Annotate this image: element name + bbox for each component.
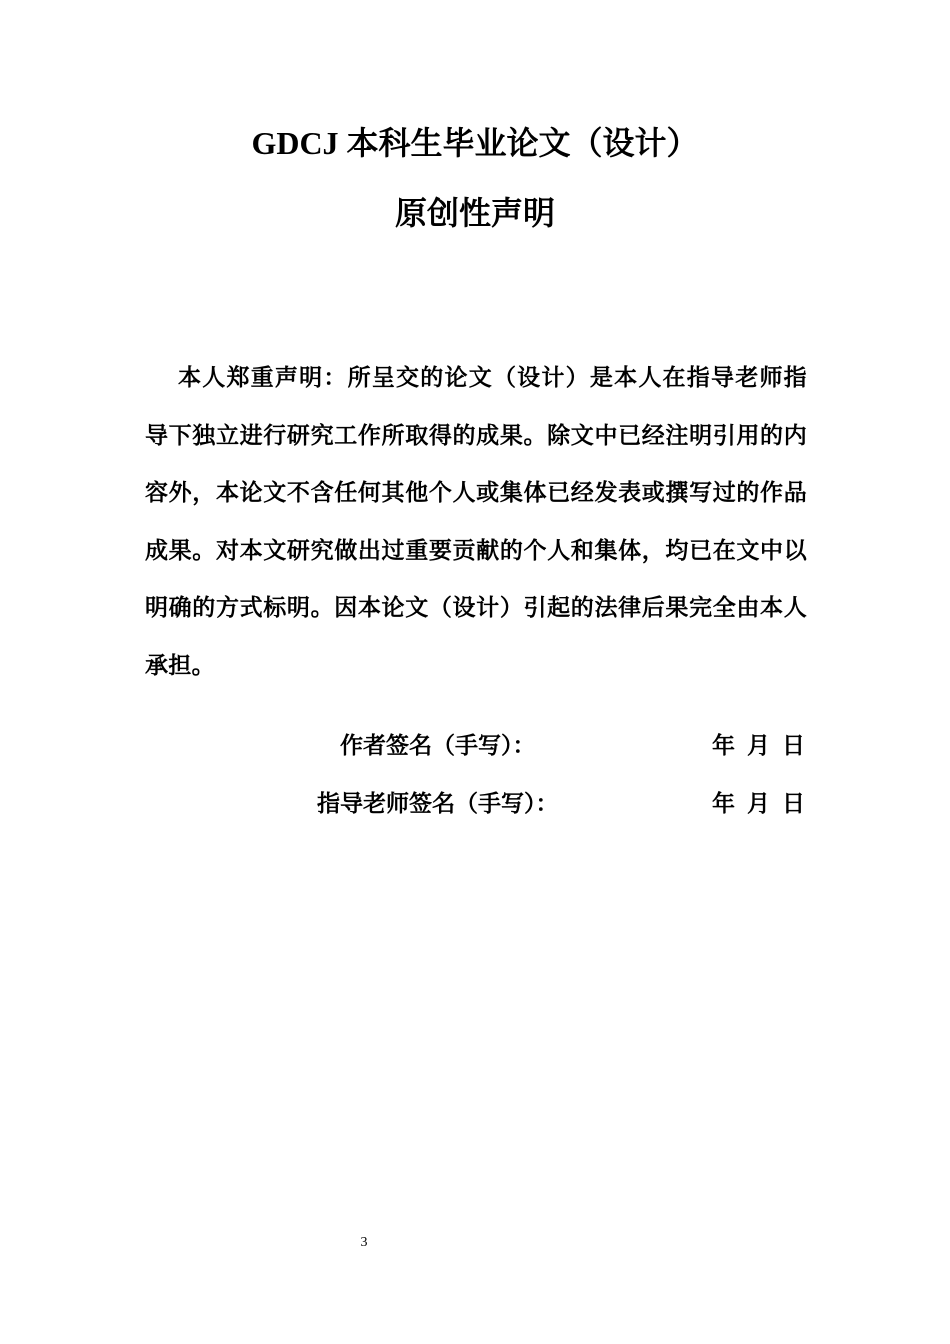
declaration-paragraph: 本人郑重声明：所呈交的论文（设计）是本人在指导老师指导下独立进行研究工作所取得的成果。除文中已经注明引用的内容外，本论文不含任何其他个人或集体已经发表或撰写过的作品成果。对本文研究做出过重要贡献的个人和集体，均已在文中以明确的方式标明。因本论文（设计）引起的法律后果完全由本人承担。 bbox=[145, 364, 807, 679]
author-date-day: 日 bbox=[782, 732, 805, 759]
author-signature-label: 作者签名（手写）： bbox=[340, 732, 536, 759]
author-date-year: 年 bbox=[712, 732, 735, 759]
page-number: 3 bbox=[360, 1235, 368, 1250]
advisor-signature-label: 指导老师签名（手写）： bbox=[317, 790, 559, 817]
author-date bbox=[712, 730, 805, 762]
document-title: GDCJ 本科生毕业论文（设计） bbox=[251, 125, 699, 161]
advisor-date-month: 月 bbox=[747, 790, 770, 817]
advisor-date-day: 日 bbox=[782, 790, 805, 817]
document-subtitle: 原创性声明 bbox=[394, 195, 555, 231]
author-date-month: 月 bbox=[747, 732, 770, 759]
author-signature-row bbox=[0, 730, 950, 762]
advisor-signature-row bbox=[0, 788, 950, 820]
advisor-date bbox=[712, 788, 805, 820]
advisor-date-year: 年 bbox=[712, 790, 735, 817]
